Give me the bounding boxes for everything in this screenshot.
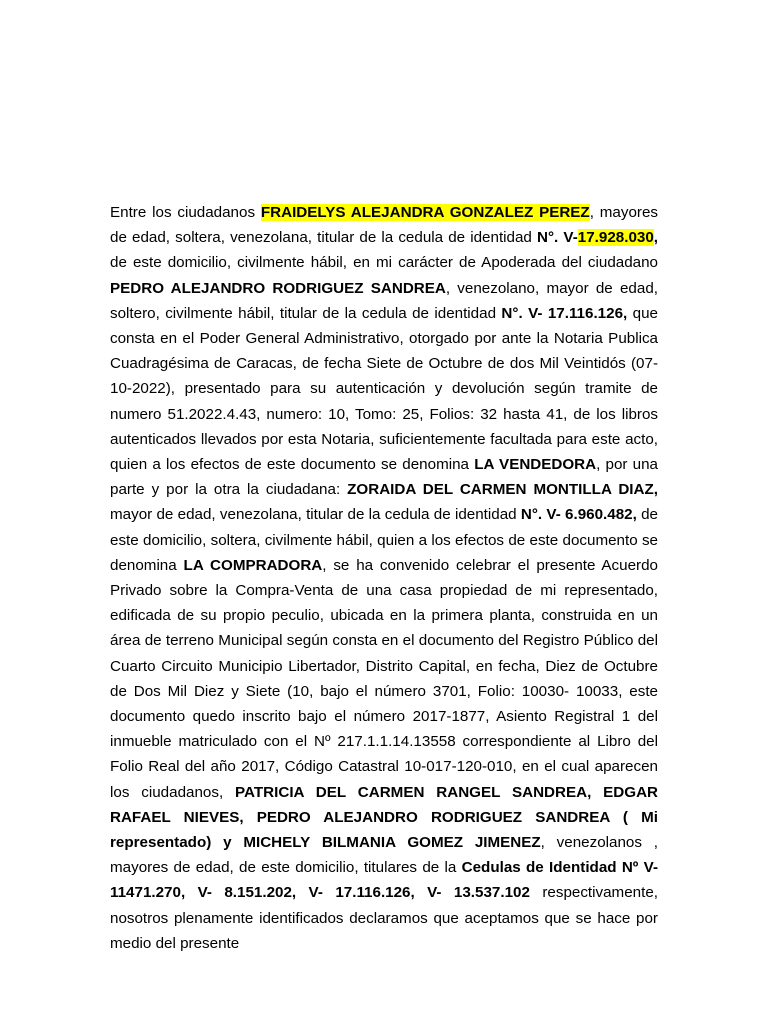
buyer-role: LA COMPRADORA xyxy=(183,556,323,574)
seller-agent-name: FRAIDELYS ALEJANDRA GONZALEZ PEREZ xyxy=(260,204,590,221)
text-segment: respectivamente, nosotros plenamente identificados declaramos que aceptamos que se hace por medio del presente xyxy=(110,884,658,952)
text-segment: , mayores de edad, soltera, venezolana, titular de la cedula de identidad xyxy=(110,204,658,247)
principal-name: PEDRO ALEJANDRO RODRIGUEZ SANDREA xyxy=(110,279,446,297)
text-segment: , por una parte y por la otra la ciudadana: xyxy=(110,456,658,499)
text-segment: que consta en el Poder General Administrativo, otorgado por ante la Notaria Publica Cuadragésima de Caracas, de fecha Siete de Octubre de dos Mil Veintidós (07-10-2022), presentado para su autenticación y devolución según tramite de numero 51.2022.4.43, numero: 10, Tomo: 25, Folios: 32 hasta 41, de los libros autenticados llevados por esta Notaria, suficientemente facultada para este acto, quien a los efectos de este documento se denomina xyxy=(110,304,658,474)
buyer-name: ZORAIDA DEL CARMEN MONTILLA DIAZ, xyxy=(347,481,658,499)
seller-role: LA VENDEDORA xyxy=(474,456,597,474)
text-segment: , venezolano, mayor de edad, soltero, civilmente hábil, titular de la cedula de identidad xyxy=(110,279,658,322)
text-segment: , venezolanos , mayores de edad, de este domicilio, titulares de la xyxy=(110,834,658,877)
text-segment: de este domicilio, civilmente hábil, en mi carácter de Apoderada del ciudadano xyxy=(110,254,658,272)
id-prefix: N°. V- xyxy=(537,229,578,247)
text-segment: Entre los ciudadanos xyxy=(110,204,261,221)
text-segment: de este domicilio, soltera, civilmente hábil, quien a los efectos de este documento se denomina xyxy=(110,506,658,574)
id-suffix: , xyxy=(653,229,659,247)
principal-id: N°. V- 17.116.126, xyxy=(501,304,628,322)
owners-names: PATRICIA DEL CARMEN RANGEL SANDREA, EDGAR RAFAEL NIEVES, PEDRO ALEJANDRO RODRIGUEZ SANDREA ( Mi representado) y MICHELY BILMANIA GOMEZ JIMENEZ xyxy=(110,783,659,852)
document-page xyxy=(110,200,658,956)
seller-agent-id: 17.928.030 xyxy=(577,229,654,247)
text-segment: mayor de edad, venezolana, titular de la cedula de identidad xyxy=(110,506,521,524)
buyer-id: N°. V- 6.960.482, xyxy=(520,506,637,524)
owners-ids: Cedulas de Identidad Nº V- 11471.270, V- 8.151.202, V- 17.116.126, V- 13.537.102 xyxy=(110,859,659,902)
text-segment: , se ha convenido celebrar el presente Acuerdo Privado sobre la Compra-Venta de una casa propiedad de mi representado, edificada de su propio peculio, ubicada en la primera planta, construida en un área de terreno Municipal según consta en el documento del Registro Público del Cuarto Circuito Municipio Libertador, Distrito Capital, en fecha, Diez de Octubre de Dos Mil Diez y Siete (10, bajo el número 3701, Folio: 10030- 10033, este documento quedo inscrito bajo el número 2017-1877, Asiento Registral 1 del inmueble matriculado con el Nº 217.1.1.14.13558 correspondiente al Libro del Folio Real del año 2017, Código Catastral 10-017-120-010, en el cual aparecen los ciudadanos, xyxy=(110,556,658,801)
contract-paragraph xyxy=(110,200,658,956)
